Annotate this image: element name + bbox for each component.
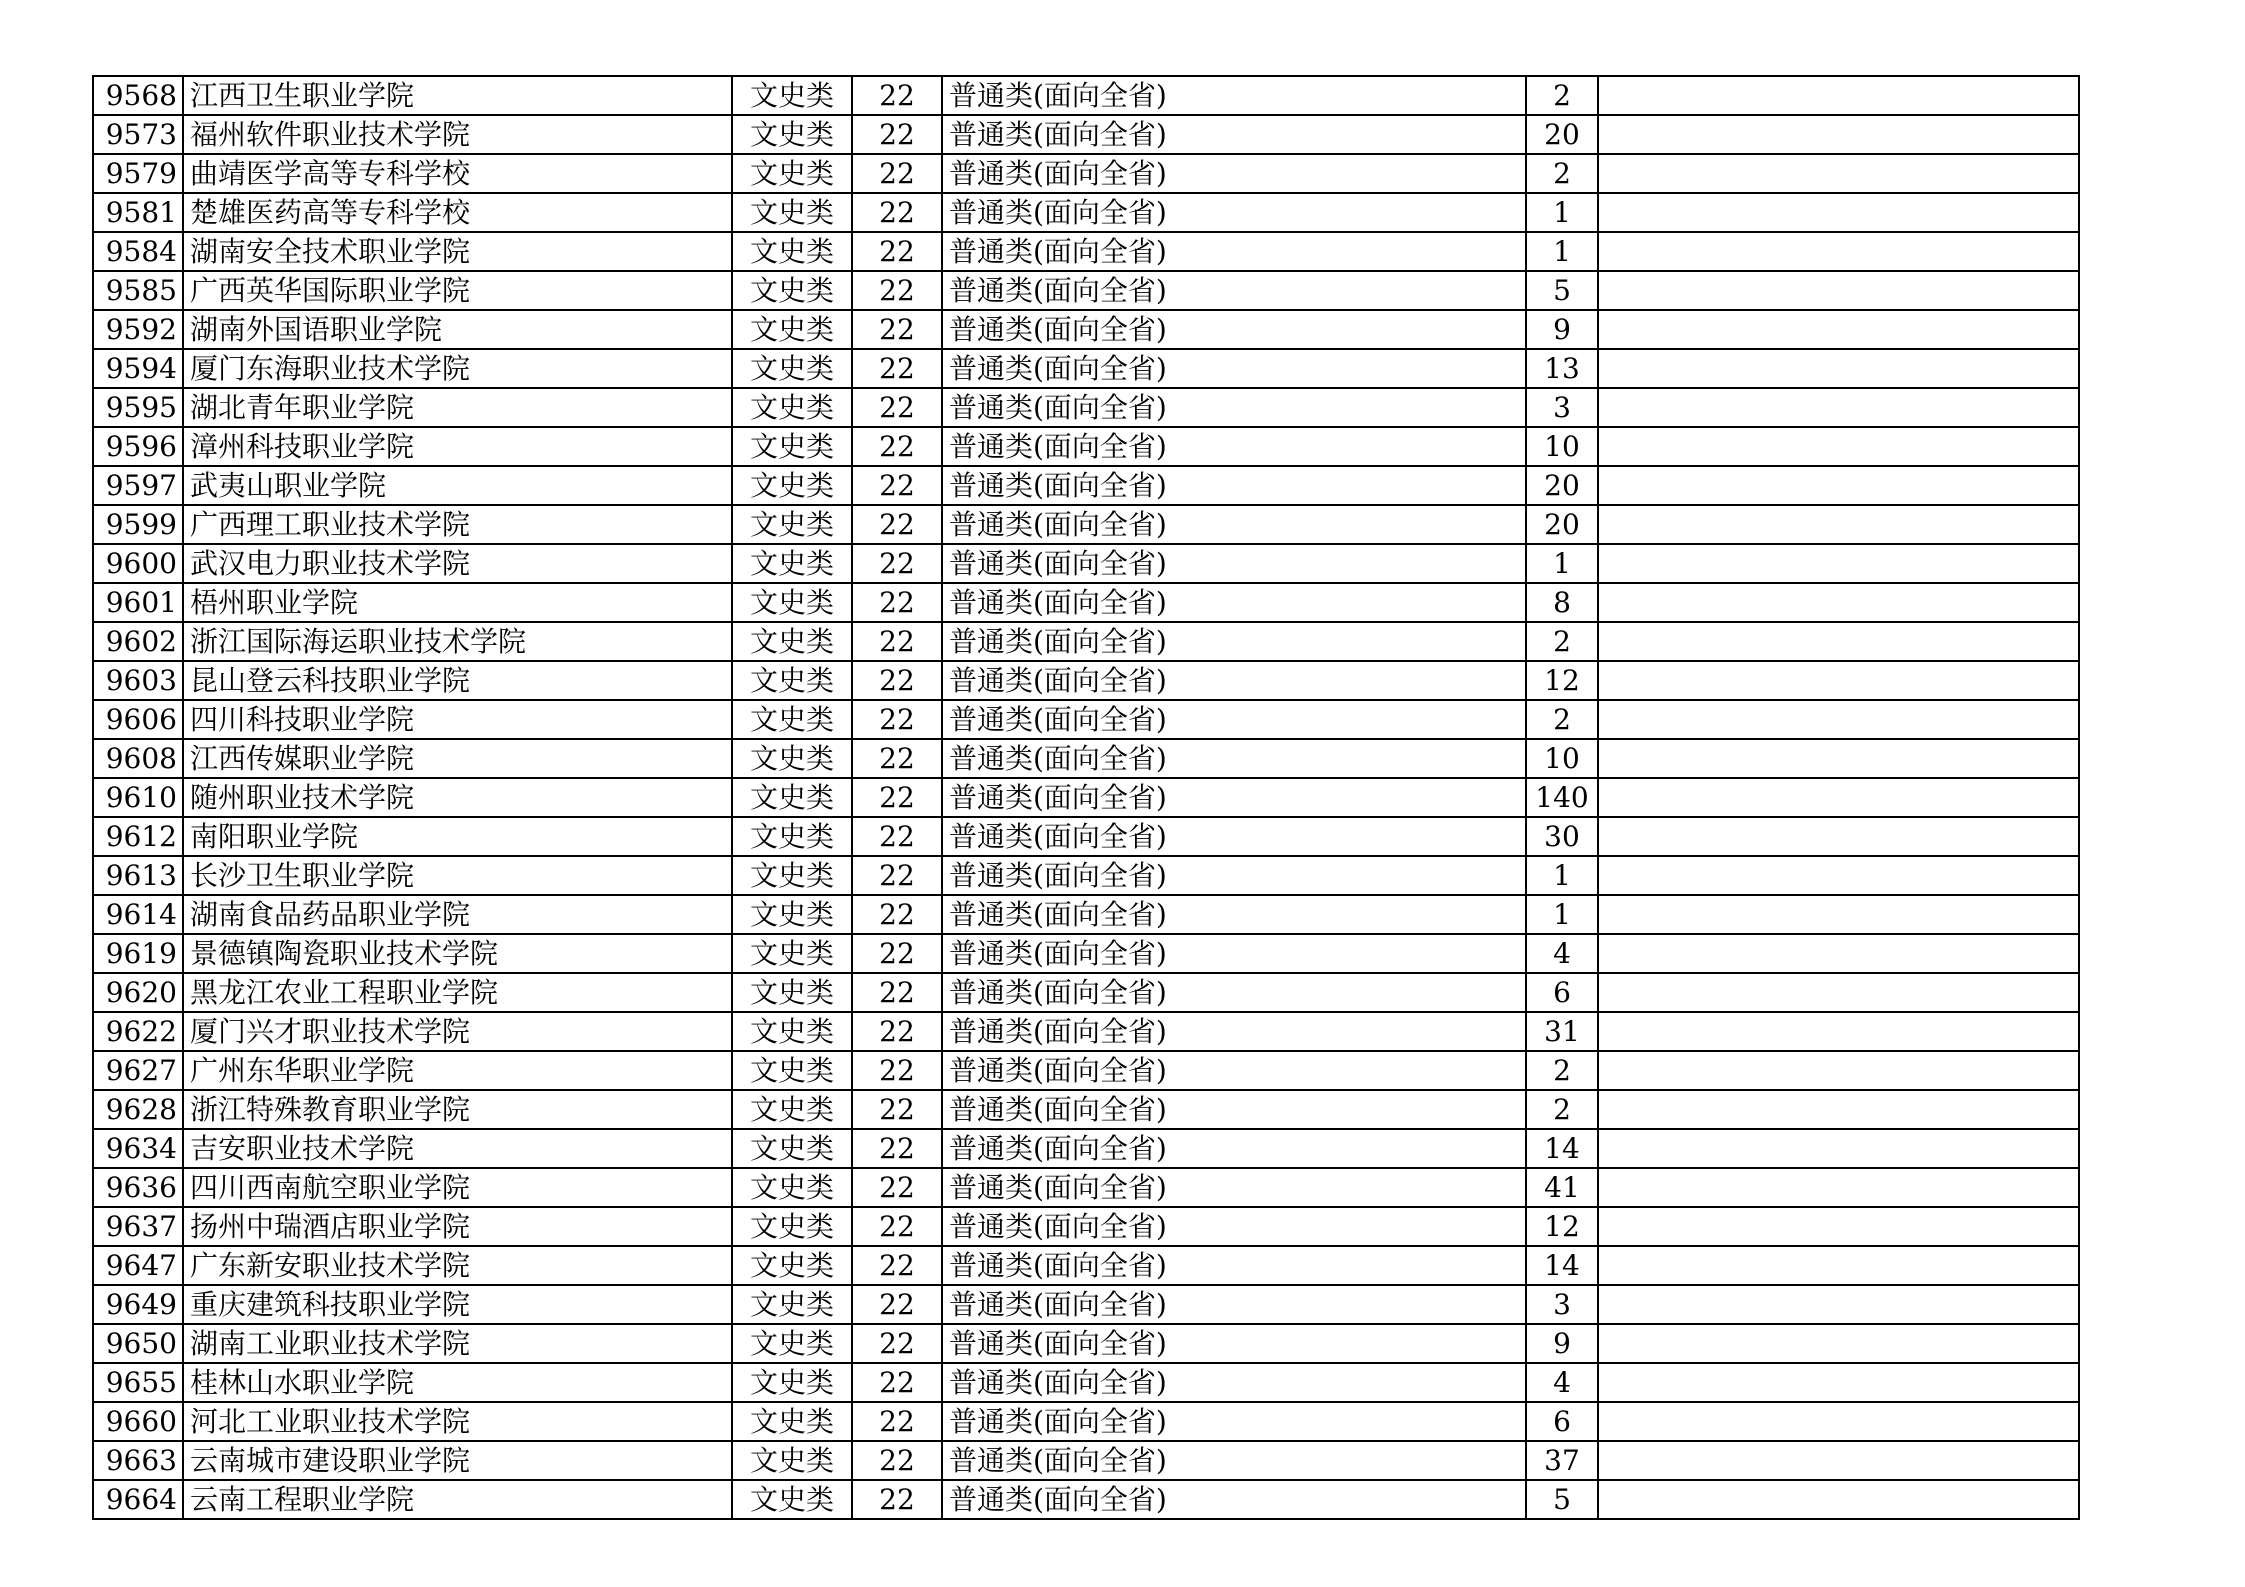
table-row [93,154,2079,193]
batch-code-cell: 22 [852,1051,942,1090]
note-cell [1598,583,2079,622]
subject-category-cell: 文史类 [732,1129,852,1168]
school-name-cell: 云南工程职业学院 [183,1480,732,1519]
batch-code-cell: 22 [852,1324,942,1363]
subject-category-cell: 文史类 [732,310,852,349]
note-cell [1598,661,2079,700]
plan-count-cell: 9 [1526,310,1598,349]
plan-type-cell: 普通类(面向全省) [942,466,1526,505]
note-cell [1598,778,2079,817]
plan-type-cell: 普通类(面向全省) [942,1441,1526,1480]
table-row [93,583,2079,622]
plan-count-cell: 5 [1526,271,1598,310]
school-name-cell: 湖南食品药品职业学院 [183,895,732,934]
table-row [93,1012,2079,1051]
batch-code-cell: 22 [852,1441,942,1480]
subject-category-cell: 文史类 [732,505,852,544]
plan-count-cell: 20 [1526,115,1598,154]
school-code-cell: 9600 [93,544,183,583]
subject-category-cell: 文史类 [732,76,852,115]
plan-count-cell: 5 [1526,1480,1598,1519]
plan-type-cell: 普通类(面向全省) [942,115,1526,154]
table-row [93,544,2079,583]
subject-category-cell: 文史类 [732,739,852,778]
note-cell [1598,1402,2079,1441]
school-code-cell: 9619 [93,934,183,973]
school-name-cell: 黑龙江农业工程职业学院 [183,973,732,1012]
table-row [93,427,2079,466]
school-name-cell: 四川科技职业学院 [183,700,732,739]
subject-category-cell: 文史类 [732,1207,852,1246]
table-row [93,310,2079,349]
table-row [93,115,2079,154]
school-name-cell: 福州软件职业技术学院 [183,115,732,154]
plan-type-cell: 普通类(面向全省) [942,895,1526,934]
subject-category-cell: 文史类 [732,544,852,583]
plan-type-cell: 普通类(面向全省) [942,1480,1526,1519]
batch-code-cell: 22 [852,310,942,349]
subject-category-cell: 文史类 [732,388,852,427]
school-name-cell: 梧州职业学院 [183,583,732,622]
note-cell [1598,388,2079,427]
subject-category-cell: 文史类 [732,622,852,661]
subject-category-cell: 文史类 [732,154,852,193]
plan-count-cell: 2 [1526,622,1598,661]
note-cell [1598,1285,2079,1324]
school-name-cell: 重庆建筑科技职业学院 [183,1285,732,1324]
plan-type-cell: 普通类(面向全省) [942,232,1526,271]
table-row [93,739,2079,778]
table-row [93,1129,2079,1168]
batch-code-cell: 22 [852,544,942,583]
plan-type-cell: 普通类(面向全省) [942,583,1526,622]
subject-category-cell: 文史类 [732,778,852,817]
plan-type-cell: 普通类(面向全省) [942,271,1526,310]
batch-code-cell: 22 [852,739,942,778]
plan-count-cell: 3 [1526,1285,1598,1324]
school-code-cell: 9596 [93,427,183,466]
plan-type-cell: 普通类(面向全省) [942,973,1526,1012]
plan-type-cell: 普通类(面向全省) [942,1012,1526,1051]
school-code-cell: 9610 [93,778,183,817]
school-code-cell: 9599 [93,505,183,544]
batch-code-cell: 22 [852,622,942,661]
school-name-cell: 吉安职业技术学院 [183,1129,732,1168]
school-name-cell: 桂林山水职业学院 [183,1363,732,1402]
note-cell [1598,895,2079,934]
note-cell [1598,1168,2079,1207]
note-cell [1598,1246,2079,1285]
subject-category-cell: 文史类 [732,1441,852,1480]
subject-category-cell: 文史类 [732,1090,852,1129]
note-cell [1598,466,2079,505]
note-cell [1598,193,2079,232]
table-row [93,856,2079,895]
note-cell [1598,700,2079,739]
school-code-cell: 9655 [93,1363,183,1402]
plan-type-cell: 普通类(面向全省) [942,817,1526,856]
table-row [93,1363,2079,1402]
plan-count-cell: 9 [1526,1324,1598,1363]
plan-type-cell: 普通类(面向全省) [942,76,1526,115]
plan-count-cell: 13 [1526,349,1598,388]
plan-type-cell: 普通类(面向全省) [942,1363,1526,1402]
table-row [93,778,2079,817]
subject-category-cell: 文史类 [732,193,852,232]
plan-count-cell: 14 [1526,1129,1598,1168]
table-row [93,349,2079,388]
plan-count-cell: 1 [1526,232,1598,271]
note-cell [1598,154,2079,193]
school-code-cell: 9581 [93,193,183,232]
school-name-cell: 漳州科技职业学院 [183,427,732,466]
table-row [93,1051,2079,1090]
batch-code-cell: 22 [852,1246,942,1285]
plan-type-cell: 普通类(面向全省) [942,1246,1526,1285]
school-code-cell: 9597 [93,466,183,505]
note-cell [1598,1480,2079,1519]
plan-count-cell: 6 [1526,973,1598,1012]
table-row [93,1480,2079,1519]
school-name-cell: 湖南安全技术职业学院 [183,232,732,271]
plan-type-cell: 普通类(面向全省) [942,661,1526,700]
table-row [93,1324,2079,1363]
school-code-cell: 9603 [93,661,183,700]
note-cell [1598,856,2079,895]
batch-code-cell: 22 [852,1012,942,1051]
plan-type-cell: 普通类(面向全省) [942,544,1526,583]
plan-count-cell: 20 [1526,466,1598,505]
plan-type-cell: 普通类(面向全省) [942,622,1526,661]
subject-category-cell: 文史类 [732,1324,852,1363]
note-cell [1598,1324,2079,1363]
school-name-cell: 广州东华职业学院 [183,1051,732,1090]
batch-code-cell: 22 [852,193,942,232]
subject-category-cell: 文史类 [732,1012,852,1051]
batch-code-cell: 22 [852,700,942,739]
school-name-cell: 湖南工业职业技术学院 [183,1324,732,1363]
batch-code-cell: 22 [852,934,942,973]
batch-code-cell: 22 [852,778,942,817]
school-name-cell: 长沙卫生职业学院 [183,856,732,895]
enrollment-table [92,75,2080,1520]
plan-type-cell: 普通类(面向全省) [942,1168,1526,1207]
school-code-cell: 9622 [93,1012,183,1051]
plan-count-cell: 1 [1526,193,1598,232]
school-name-cell: 云南城市建设职业学院 [183,1441,732,1480]
plan-type-cell: 普通类(面向全省) [942,349,1526,388]
table-row [93,817,2079,856]
plan-count-cell: 12 [1526,661,1598,700]
note-cell [1598,232,2079,271]
school-code-cell: 9608 [93,739,183,778]
table-row [93,1246,2079,1285]
subject-category-cell: 文史类 [732,115,852,154]
batch-code-cell: 22 [852,661,942,700]
subject-category-cell: 文史类 [732,934,852,973]
plan-type-cell: 普通类(面向全省) [942,1090,1526,1129]
school-name-cell: 厦门东海职业技术学院 [183,349,732,388]
batch-code-cell: 22 [852,895,942,934]
batch-code-cell: 22 [852,271,942,310]
plan-count-cell: 2 [1526,1090,1598,1129]
note-cell [1598,1051,2079,1090]
batch-code-cell: 22 [852,466,942,505]
school-code-cell: 9592 [93,310,183,349]
school-code-cell: 9612 [93,817,183,856]
plan-count-cell: 30 [1526,817,1598,856]
note-cell [1598,1090,2079,1129]
plan-count-cell: 3 [1526,388,1598,427]
school-name-cell: 扬州中瑞酒店职业学院 [183,1207,732,1246]
school-code-cell: 9602 [93,622,183,661]
table-row [93,271,2079,310]
school-code-cell: 9595 [93,388,183,427]
plan-type-cell: 普通类(面向全省) [942,739,1526,778]
plan-count-cell: 6 [1526,1402,1598,1441]
subject-category-cell: 文史类 [732,700,852,739]
table-row [93,934,2079,973]
school-code-cell: 9634 [93,1129,183,1168]
subject-category-cell: 文史类 [732,895,852,934]
table-row [93,388,2079,427]
school-code-cell: 9636 [93,1168,183,1207]
school-code-cell: 9620 [93,973,183,1012]
table-row [93,973,2079,1012]
note-cell [1598,973,2079,1012]
subject-category-cell: 文史类 [732,973,852,1012]
batch-code-cell: 22 [852,1402,942,1441]
school-code-cell: 9613 [93,856,183,895]
school-name-cell: 楚雄医药高等专科学校 [183,193,732,232]
plan-count-cell: 14 [1526,1246,1598,1285]
note-cell [1598,349,2079,388]
plan-count-cell: 1 [1526,856,1598,895]
school-name-cell: 景德镇陶瓷职业技术学院 [183,934,732,973]
school-name-cell: 广西理工职业技术学院 [183,505,732,544]
table-row [93,1441,2079,1480]
note-cell [1598,271,2079,310]
school-name-cell: 昆山登云科技职业学院 [183,661,732,700]
school-code-cell: 9606 [93,700,183,739]
plan-type-cell: 普通类(面向全省) [942,700,1526,739]
plan-type-cell: 普通类(面向全省) [942,427,1526,466]
plan-type-cell: 普通类(面向全省) [942,310,1526,349]
school-code-cell: 9663 [93,1441,183,1480]
plan-count-cell: 10 [1526,427,1598,466]
plan-type-cell: 普通类(面向全省) [942,1324,1526,1363]
note-cell [1598,1207,2079,1246]
school-name-cell: 江西卫生职业学院 [183,76,732,115]
school-name-cell: 江西传媒职业学院 [183,739,732,778]
note-cell [1598,739,2079,778]
note-cell [1598,505,2079,544]
plan-type-cell: 普通类(面向全省) [942,505,1526,544]
table-row [93,76,2079,115]
note-cell [1598,310,2079,349]
plan-type-cell: 普通类(面向全省) [942,1051,1526,1090]
batch-code-cell: 22 [852,583,942,622]
plan-count-cell: 41 [1526,1168,1598,1207]
subject-category-cell: 文史类 [732,427,852,466]
plan-count-cell: 10 [1526,739,1598,778]
subject-category-cell: 文史类 [732,1363,852,1402]
plan-type-cell: 普通类(面向全省) [942,154,1526,193]
plan-count-cell: 8 [1526,583,1598,622]
school-code-cell: 9573 [93,115,183,154]
school-name-cell: 随州职业技术学院 [183,778,732,817]
subject-category-cell: 文史类 [732,1246,852,1285]
subject-category-cell: 文史类 [732,856,852,895]
note-cell [1598,1441,2079,1480]
subject-category-cell: 文史类 [732,817,852,856]
batch-code-cell: 22 [852,115,942,154]
school-name-cell: 曲靖医学高等专科学校 [183,154,732,193]
subject-category-cell: 文史类 [732,1480,852,1519]
batch-code-cell: 22 [852,1285,942,1324]
subject-category-cell: 文史类 [732,1051,852,1090]
school-name-cell: 武夷山职业学院 [183,466,732,505]
school-name-cell: 广东新安职业技术学院 [183,1246,732,1285]
table-row [93,1090,2079,1129]
note-cell [1598,817,2079,856]
school-code-cell: 9594 [93,349,183,388]
batch-code-cell: 22 [852,856,942,895]
batch-code-cell: 22 [852,427,942,466]
batch-code-cell: 22 [852,232,942,271]
plan-count-cell: 12 [1526,1207,1598,1246]
table-row [93,1207,2079,1246]
table-body [93,76,2079,1519]
subject-category-cell: 文史类 [732,1168,852,1207]
plan-type-cell: 普通类(面向全省) [942,193,1526,232]
plan-type-cell: 普通类(面向全省) [942,388,1526,427]
school-code-cell: 9628 [93,1090,183,1129]
plan-count-cell: 31 [1526,1012,1598,1051]
batch-code-cell: 22 [852,1129,942,1168]
plan-type-cell: 普通类(面向全省) [942,1129,1526,1168]
note-cell [1598,76,2079,115]
batch-code-cell: 22 [852,1207,942,1246]
school-code-cell: 9585 [93,271,183,310]
school-code-cell: 9650 [93,1324,183,1363]
table-row [93,1402,2079,1441]
school-code-cell: 9614 [93,895,183,934]
subject-category-cell: 文史类 [732,466,852,505]
batch-code-cell: 22 [852,76,942,115]
plan-count-cell: 2 [1526,154,1598,193]
school-name-cell: 浙江特殊教育职业学院 [183,1090,732,1129]
school-code-cell: 9664 [93,1480,183,1519]
subject-category-cell: 文史类 [732,661,852,700]
plan-count-cell: 1 [1526,544,1598,583]
plan-type-cell: 普通类(面向全省) [942,856,1526,895]
school-name-cell: 南阳职业学院 [183,817,732,856]
school-name-cell: 河北工业职业技术学院 [183,1402,732,1441]
school-code-cell: 9647 [93,1246,183,1285]
school-code-cell: 9601 [93,583,183,622]
subject-category-cell: 文史类 [732,271,852,310]
batch-code-cell: 22 [852,349,942,388]
school-name-cell: 四川西南航空职业学院 [183,1168,732,1207]
batch-code-cell: 22 [852,1090,942,1129]
note-cell [1598,115,2079,154]
school-code-cell: 9568 [93,76,183,115]
subject-category-cell: 文史类 [732,1285,852,1324]
note-cell [1598,622,2079,661]
batch-code-cell: 22 [852,1363,942,1402]
school-name-cell: 湖南外国语职业学院 [183,310,732,349]
plan-count-cell: 4 [1526,934,1598,973]
plan-count-cell: 1 [1526,895,1598,934]
plan-type-cell: 普通类(面向全省) [942,1402,1526,1441]
plan-count-cell: 140 [1526,778,1598,817]
plan-type-cell: 普通类(面向全省) [942,1285,1526,1324]
plan-count-cell: 2 [1526,76,1598,115]
table-row [93,1285,2079,1324]
note-cell [1598,1129,2079,1168]
school-code-cell: 9579 [93,154,183,193]
plan-count-cell: 37 [1526,1441,1598,1480]
table-row [93,505,2079,544]
batch-code-cell: 22 [852,505,942,544]
table-row [93,466,2079,505]
school-name-cell: 武汉电力职业技术学院 [183,544,732,583]
table-row [93,661,2079,700]
school-code-cell: 9649 [93,1285,183,1324]
plan-type-cell: 普通类(面向全省) [942,778,1526,817]
table-row [93,232,2079,271]
batch-code-cell: 22 [852,973,942,1012]
school-name-cell: 厦门兴才职业技术学院 [183,1012,732,1051]
school-name-cell: 浙江国际海运职业技术学院 [183,622,732,661]
note-cell [1598,427,2079,466]
school-code-cell: 9637 [93,1207,183,1246]
batch-code-cell: 22 [852,1480,942,1519]
plan-count-cell: 2 [1526,1051,1598,1090]
plan-count-cell: 2 [1526,700,1598,739]
subject-category-cell: 文史类 [732,1402,852,1441]
note-cell [1598,1363,2079,1402]
batch-code-cell: 22 [852,817,942,856]
school-code-cell: 9584 [93,232,183,271]
note-cell [1598,934,2079,973]
subject-category-cell: 文史类 [732,232,852,271]
plan-count-cell: 4 [1526,1363,1598,1402]
plan-type-cell: 普通类(面向全省) [942,934,1526,973]
note-cell [1598,544,2079,583]
school-name-cell: 广西英华国际职业学院 [183,271,732,310]
school-name-cell: 湖北青年职业学院 [183,388,732,427]
table-row [93,193,2079,232]
batch-code-cell: 22 [852,1168,942,1207]
plan-count-cell: 20 [1526,505,1598,544]
subject-category-cell: 文史类 [732,583,852,622]
table-row [93,700,2079,739]
table-row [93,622,2079,661]
school-code-cell: 9660 [93,1402,183,1441]
plan-type-cell: 普通类(面向全省) [942,1207,1526,1246]
batch-code-cell: 22 [852,388,942,427]
table-row [93,1168,2079,1207]
table-row [93,895,2079,934]
batch-code-cell: 22 [852,154,942,193]
subject-category-cell: 文史类 [732,349,852,388]
school-code-cell: 9627 [93,1051,183,1090]
note-cell [1598,1012,2079,1051]
